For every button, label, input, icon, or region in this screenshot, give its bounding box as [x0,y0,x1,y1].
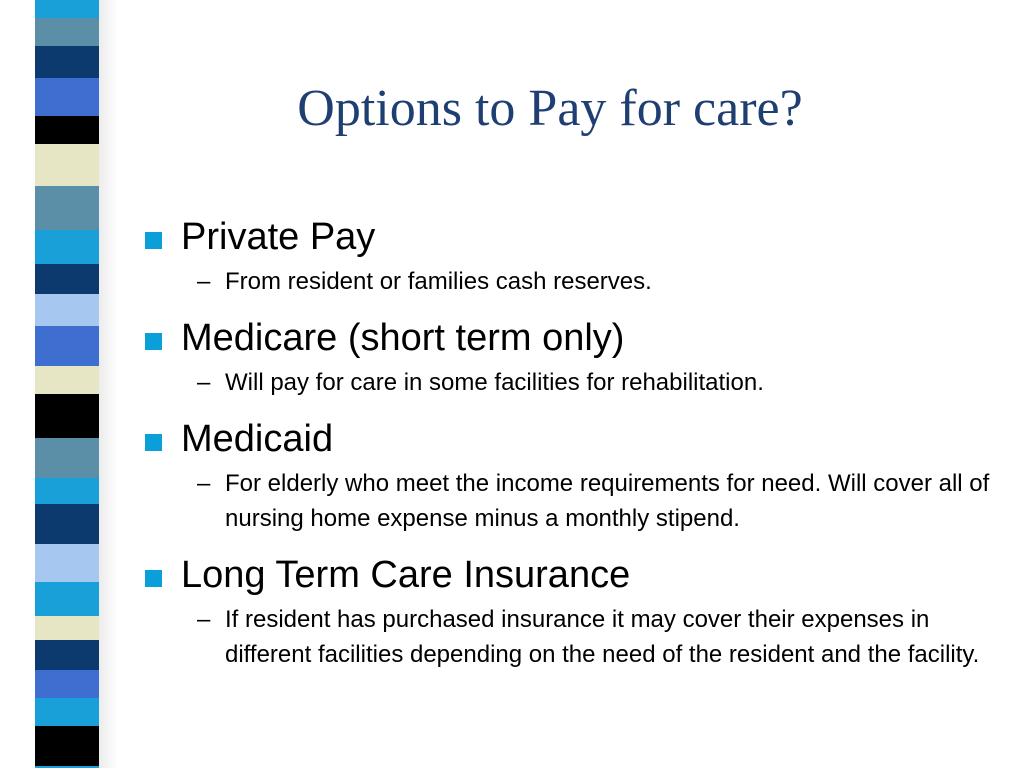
strip-segment [35,640,99,670]
sub-bullet-text: If resident has purchased insurance it may cover their expenses in different facilities depending on the need of the resident and the facility. [225,606,980,668]
strip-segment [35,616,99,640]
strip-segment [35,394,99,438]
strip-segment [35,18,99,46]
bullet-label: Medicaid [181,418,334,460]
slide-title: Options to Pay for care? [297,80,803,137]
bullet-list [143,212,1003,686]
strip-segment [35,0,99,18]
strip-segment [35,46,99,78]
strip-segment [35,504,99,544]
bullet-item-medicare [143,313,1003,400]
bullet-label: Private Pay [181,216,376,258]
square-bullet-icon [145,333,162,350]
strip-segment [35,264,99,294]
strip-segment [35,670,99,698]
bullet-item-medicaid [143,414,1003,536]
square-bullet-icon [145,232,162,249]
strip-segment [35,544,99,582]
strip-segment [35,78,99,116]
strip-segment [35,326,99,366]
dash-marker: – [197,369,211,396]
square-bullet-icon [145,570,162,587]
sub-bullet-text: Will pay for care in some facilities for rehabilitation. [225,369,764,396]
strip-segment [35,478,99,504]
strip-segment [35,726,99,766]
bullet-item-long-term-care-insurance [143,550,1003,672]
square-bullet-icon [145,434,162,451]
strip-segment [35,230,99,264]
bullet-item-private-pay [143,212,1003,299]
strip-segment [35,366,99,394]
bullet-label: Medicare (short term only) [181,317,625,359]
dash-marker: – [197,470,211,497]
dash-marker: – [197,268,211,295]
strip-segment [35,144,99,186]
strip-segment [35,116,99,144]
dash-marker: – [197,606,211,633]
strip-segment [35,186,99,230]
strip-segment [35,294,99,326]
decorative-strip [35,0,99,768]
sub-bullet-text: For elderly who meet the income requirements for need. Will cover all of nursing home expense minus a monthly stipend. [225,470,990,532]
strip-segment [35,698,99,726]
strip-segment [35,582,99,616]
sub-bullet-text: From resident or families cash reserves. [225,268,652,295]
strip-segment [35,438,99,478]
bullet-label: Long Term Care Insurance [181,554,631,596]
